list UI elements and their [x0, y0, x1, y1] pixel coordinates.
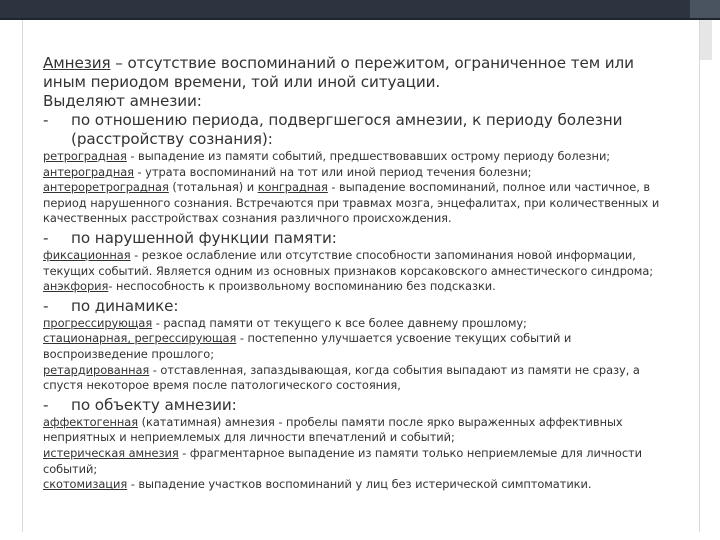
- item-text: - утрата воспоминаний на тот или иной период течения болезни;: [133, 164, 532, 179]
- slide-top-bar: [0, 0, 720, 20]
- list-item: [43, 248, 675, 279]
- section-heading: [43, 297, 675, 316]
- list-item: [43, 363, 675, 394]
- corner-decoration: [700, 20, 712, 60]
- section-title: по отношению периода, подвергшегося амнезии, к периоду болезни (расстройству сознания):: [71, 111, 623, 148]
- item-term: скотомизация: [43, 477, 128, 492]
- item-text: - неспособность к произвольному воспоминанию без подсказки.: [108, 279, 496, 294]
- item-term: ретроградная: [43, 149, 127, 163]
- item-text: - отставленная, запаздывающая, когда события выпадают из памяти не сразу, а спустя некоторое время после патологического состояния,: [43, 362, 640, 393]
- item-term: антероретроградная: [43, 180, 169, 195]
- item-term-2: конградная: [257, 180, 328, 195]
- bullet-dash: -: [43, 111, 49, 129]
- item-term: истерическая амнезия: [43, 445, 179, 460]
- bullet-dash: -: [43, 228, 49, 247]
- types-heading: Выделяют амнезии:: [43, 92, 202, 110]
- item-text: - резкое ослабление или отсутствие способности запоминания новой информации, текущих событий. Является одним из основных признаков корсаковского амнестического синдрома;: [43, 247, 654, 278]
- section-title: по нарушенной функции памяти:: [71, 228, 337, 247]
- intro-term: Амнезия: [43, 54, 111, 72]
- item-term: фиксационная: [43, 247, 131, 262]
- item-term: антероградная: [43, 164, 134, 179]
- top-bar-corner: [690, 0, 720, 20]
- list-item: [43, 165, 675, 181]
- section-heading: [43, 111, 675, 149]
- item-mid: (тотальная) и: [168, 180, 258, 195]
- item-text: - пробелы памяти после ярко выраженных аффективных неприятных и неприемлемых для личности впечатлений и событий;: [43, 414, 623, 445]
- intro-paragraph: [43, 54, 675, 92]
- item-term: прогрессирующая: [43, 315, 153, 330]
- item-text: - распад памяти от текущего к все более давнему прошлому;: [152, 315, 527, 330]
- list-item: [43, 316, 675, 332]
- list-item: [43, 331, 675, 362]
- item-text: - выпадение участков воспоминаний у лиц без истерической симптоматики.: [127, 477, 592, 492]
- section-heading: [43, 396, 675, 415]
- section-title: по динамике:: [71, 296, 179, 315]
- bullet-dash: -: [43, 395, 49, 414]
- item-term: стационарная, регрессирующая: [43, 331, 237, 346]
- item-text: - постепенно улучшается усвоение текущих событий и воспроизведение прошлого;: [43, 331, 572, 361]
- item-term: анэкфория: [43, 279, 109, 294]
- section-heading: [43, 229, 675, 248]
- list-item: [43, 415, 675, 446]
- item-text: - фрагментарное выпадение из памяти только неприемлемые для личности событий;: [43, 445, 642, 476]
- item-term: аффектогенная: [43, 414, 139, 429]
- intro-definition: – отсутствие воспоминаний о пережитом, ограниченное тем или иным периодом времени, той или иной ситуации.: [43, 54, 634, 91]
- slide-content: [43, 54, 675, 493]
- list-item: [43, 149, 675, 165]
- item-mid: (кататимная) амнезия: [138, 414, 275, 429]
- section-title: по объекту амнезии:: [71, 395, 237, 414]
- list-item: [43, 279, 675, 295]
- list-item: [43, 477, 675, 493]
- item-text: - выпадение воспоминаний, полное или частичное, в период нарушенного сознания. Встречаются при травмах мозга, энцефалитах, при количественных и качественных расстройствах сознания различного происхождения.: [43, 180, 660, 226]
- list-item: [43, 446, 675, 477]
- item-text: - выпадение из памяти событий, предшествовавших острому периоду болезни;: [126, 149, 611, 163]
- bullet-dash: -: [43, 296, 49, 315]
- item-term: ретардированная: [43, 362, 150, 377]
- list-item: [43, 180, 675, 227]
